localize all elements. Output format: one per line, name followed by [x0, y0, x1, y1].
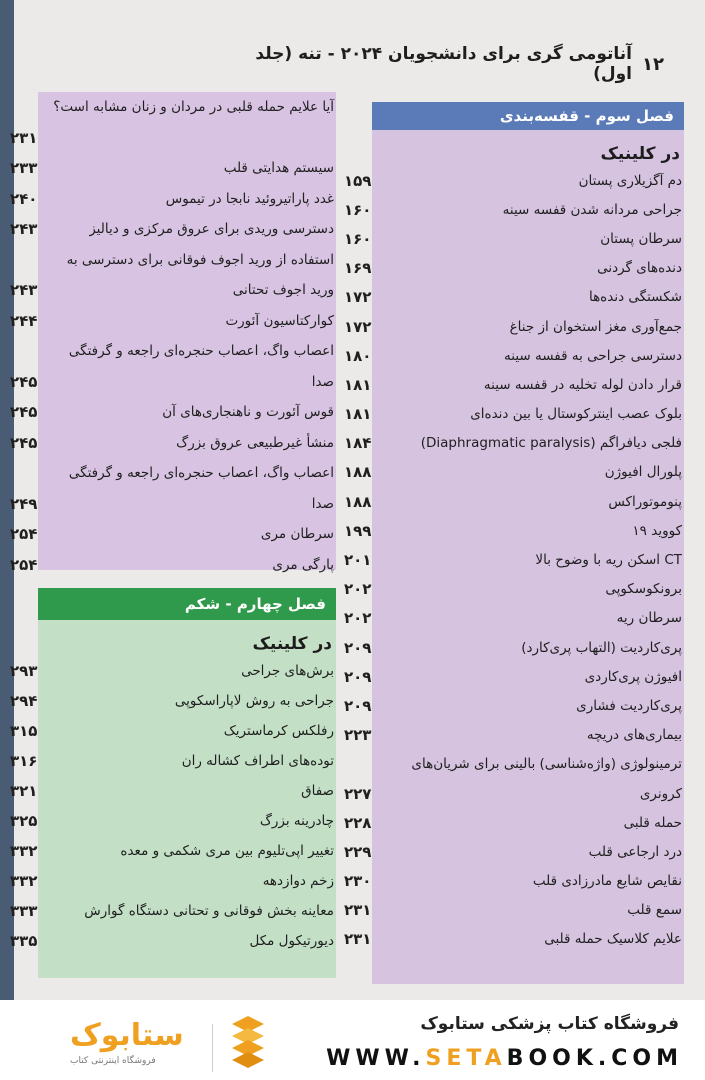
- toc-entry: [344, 925, 684, 954]
- entry-page-number: ۱۶۹: [344, 259, 372, 278]
- entry-page-number: ۱۸۸: [344, 492, 372, 511]
- entry-title: افیوژن پری‌کاردی: [584, 668, 682, 685]
- toc-entry: [344, 254, 684, 283]
- entry-title: توده‌های اطراف کشاله ران: [181, 753, 334, 769]
- entry-page-number: ۱۸۰: [344, 346, 372, 365]
- toc-entry: [10, 716, 336, 746]
- toc-entry: [344, 604, 684, 633]
- footer-banner: [0, 1000, 705, 1080]
- toc-entry: [10, 184, 336, 215]
- url-accent: SETA: [425, 1046, 507, 1071]
- toc-entry: [344, 487, 684, 516]
- toc-entry-continued: اعصاب واگ، اعصاب حنجره‌ای راجعه و گرفتگی: [68, 343, 334, 359]
- shop-logo[interactable]: [30, 1012, 270, 1072]
- entry-title: دم آگزیلاری پستان: [578, 172, 682, 189]
- toc-entry: [344, 224, 684, 253]
- book-stack-icon: [230, 1016, 266, 1068]
- toc-list: [10, 656, 336, 956]
- toc-entry: [10, 926, 336, 956]
- entry-page-number: ۱۸۱: [344, 375, 372, 394]
- entry-page-number: ۲۴۰: [10, 189, 38, 208]
- entry-title: CT اسکن ریه با وضوح بالا: [535, 552, 682, 569]
- page-number: ۱۲: [642, 53, 664, 75]
- entry-page-number: ۲۴۳: [10, 281, 38, 299]
- entry-page-number: ۱۷۲: [344, 317, 372, 336]
- toc-entry: [344, 896, 684, 925]
- entry-page-number: ۲۵۴: [10, 525, 38, 543]
- entry-page-number: ۱۹۹: [344, 521, 372, 540]
- entry-page-number: ۱۷۲: [344, 288, 372, 307]
- toc-box-chapter-4: [10, 588, 336, 978]
- toc-entry: [344, 283, 684, 312]
- entry-title: کووید ۱۹: [632, 522, 682, 539]
- entry-page-number: ۳۳۳: [10, 902, 38, 920]
- toc-entry: [344, 429, 684, 458]
- entry-title: بلوک عصب اینترکوستال یا بین دنده‌ای: [470, 406, 682, 423]
- toc-entry: [344, 458, 684, 487]
- entry-title: جمع‌آوری مغز استخوان از جناغ: [509, 318, 682, 335]
- entry-title: قرار دادن لوله تخلیه در قفسه سینه: [483, 376, 682, 393]
- entry-page-number: ۳۳۲: [10, 872, 38, 890]
- entry-page-number: ۲۲۷: [344, 784, 372, 803]
- entry-title: درد ارجاعی قلب: [588, 843, 682, 860]
- entry-page-number: ۳۲۱: [10, 782, 38, 800]
- toc-entry: [10, 489, 336, 520]
- entry-page-number: ۱۶۰: [344, 229, 372, 248]
- url-suffix: BOOK.COM: [506, 1046, 683, 1071]
- toc-entry-continued: آیا علایم حمله قلبی در مردان و زنان مشابه است؟: [53, 99, 334, 115]
- toc-entry: [10, 367, 336, 398]
- entry-title: رفلکس کرماستریک: [223, 723, 334, 739]
- entry-page-number: ۲۳۰: [344, 872, 372, 891]
- entry-page-number: ۲۰۲: [344, 580, 372, 599]
- entry-title: پارگی مری: [272, 556, 334, 573]
- toc-entry: [344, 867, 684, 896]
- toc-entry: [10, 153, 336, 184]
- toc-entry: [344, 662, 684, 691]
- entry-title: صفاق: [301, 783, 334, 799]
- entry-page-number: ۱۵۹: [344, 171, 372, 190]
- toc-entry: [344, 370, 684, 399]
- toc-entry: [10, 746, 336, 776]
- toc-entry: [344, 837, 684, 866]
- toc-entry-continued: ترمینولوژی (واژه‌شناسی) بالینی برای شریان‌های: [411, 755, 682, 772]
- entry-page-number: ۲۲۹: [344, 842, 372, 861]
- entry-title: بیماری‌های دریچه: [586, 727, 682, 744]
- entry-title: دنده‌های گردنی: [597, 260, 682, 277]
- entry-page-number: ۲۰۲: [344, 609, 372, 628]
- entry-page-number: ۲۴۵: [10, 403, 38, 421]
- entry-page-number: ۳۲۵: [10, 812, 38, 830]
- entry-title: دسترسی جراحی به قفسه سینه: [504, 347, 682, 364]
- toc-entry: [344, 195, 684, 224]
- section-heading: در کلینیک: [252, 634, 332, 654]
- entry-page-number: ۲۵۴: [10, 555, 38, 574]
- entry-title: کرونری: [639, 785, 682, 802]
- entry-title: علایم کلاسیک حمله قلبی: [544, 931, 682, 948]
- shop-url[interactable]: [326, 1046, 683, 1071]
- toc-entry: [10, 214, 336, 245]
- entry-page-number: ۲۰۹: [344, 638, 372, 657]
- entry-page-number: ۱۸۴: [344, 434, 372, 453]
- entry-page-number: ۲۴۳: [10, 220, 38, 238]
- entry-page-number: ۳۳۲: [10, 842, 38, 860]
- entry-title: صدا: [311, 373, 334, 390]
- toc-entry: [10, 866, 336, 896]
- toc-entry: [10, 428, 336, 459]
- entry-title: پلورال افیوژن: [604, 464, 682, 481]
- entry-title: فلجی دیافراگم (Diaphragmatic paralysis): [420, 435, 682, 452]
- toc-entry: [344, 633, 684, 662]
- chapter-3-heading: فصل سوم - قفسه‌بندی: [372, 102, 684, 130]
- toc-entry: [344, 400, 684, 429]
- toc-entry: [10, 275, 336, 306]
- entry-page-number: ۲۰۹: [344, 696, 372, 715]
- entry-title: برش‌های جراحی: [241, 663, 334, 679]
- toc-entry: [344, 575, 684, 604]
- entry-title: برونکوسکوپی: [605, 581, 682, 598]
- entry-page-number: ۲۳۱: [10, 128, 38, 147]
- entry-page-number: ۱۶۰: [344, 200, 372, 219]
- entry-page-number: ۲۰۹: [344, 667, 372, 686]
- entry-title: ورید اجوف تحتانی: [232, 282, 334, 298]
- entry-page-number: ۲۴۴: [10, 311, 38, 330]
- toc-entry: [344, 516, 684, 545]
- entry-page-number: ۱۸۱: [344, 405, 372, 424]
- entry-title: سرطان مری: [260, 526, 334, 542]
- toc-list: [344, 166, 684, 954]
- running-head: [244, 46, 664, 82]
- shop-name: فروشگاه کتاب پزشکی ستابوک: [420, 1014, 679, 1034]
- entry-page-number: ۲۴۹: [10, 494, 38, 513]
- toc-entry: [10, 123, 336, 154]
- entry-title: سیستم هدایتی قلب: [223, 160, 334, 176]
- entry-page-number: ۳۳۵: [10, 932, 38, 950]
- entry-page-number: ۲۳۳: [10, 159, 38, 177]
- entry-title: دیورتیکول مکل: [249, 933, 334, 949]
- entry-title: دسترسی وریدی برای عروق مرکزی و دیالیز: [89, 221, 334, 237]
- entry-page-number: ۲۲۸: [344, 813, 372, 832]
- toc-entry: [10, 656, 336, 686]
- toc-entry: [10, 806, 336, 836]
- entry-title: جراحی به روش لاپاراسکوپی: [174, 693, 334, 709]
- toc-entry: [10, 776, 336, 806]
- entry-title: سمع قلب: [627, 902, 682, 919]
- toc-entry: [10, 306, 336, 337]
- toc-entry: [344, 808, 684, 837]
- entry-page-number: ۲۰۱: [344, 551, 372, 570]
- toc-entry: [344, 166, 684, 195]
- toc-entry: [344, 341, 684, 370]
- entry-title: شکستگی دنده‌ها: [588, 289, 682, 306]
- toc-entry: [344, 779, 684, 808]
- toc-entry: [344, 545, 684, 574]
- toc-entry: [10, 519, 336, 550]
- toc-box-continued: [10, 92, 336, 574]
- logo-subtitle: فروشگاه اینترنتی کتاب: [70, 1056, 156, 1066]
- entry-page-number: ۲۴۵: [10, 433, 38, 452]
- toc-box-chapter-3: [344, 102, 684, 984]
- toc-entry: [10, 686, 336, 716]
- toc-entry: [10, 836, 336, 866]
- entry-title: کوارکتاسیون آئورت: [225, 312, 334, 329]
- entry-title: صدا: [311, 495, 334, 512]
- url-prefix: WWW.: [326, 1046, 426, 1071]
- entry-title: زخم دوازدهه: [262, 873, 334, 889]
- entry-page-number: ۲۳۱: [344, 901, 372, 920]
- entry-page-number: ۲۲۳: [344, 726, 372, 745]
- entry-page-number: ۳۱۶: [10, 752, 38, 770]
- book-title: آناتومی گری برای دانشجویان ۲۰۲۴ - تنه (جلد اول): [255, 44, 633, 84]
- entry-page-number: ۲۴۵: [10, 372, 38, 391]
- entry-title: سرطان پستان: [600, 230, 682, 247]
- toc-entry: [344, 721, 684, 750]
- entry-title: پری‌کاردیت (التهاب پری‌کارد): [521, 639, 682, 656]
- entry-title: جراحی مردانه شدن قفسه سینه: [502, 201, 682, 218]
- section-heading: در کلینیک: [600, 144, 680, 164]
- entry-title: غدد پاراتیروئید نابجا در تیموس: [165, 190, 334, 207]
- entry-page-number: ۲۹۳: [10, 662, 38, 680]
- entry-title: پری‌کاردیت فشاری: [576, 697, 682, 714]
- entry-title: پنوموتوراکس: [608, 493, 682, 510]
- logo-wordmark: ستابوک: [70, 1018, 184, 1053]
- toc-entry-continued: اعصاب واگ، اعصاب حنجره‌ای راجعه و گرفتگی: [68, 465, 334, 481]
- toc-entry: [10, 397, 336, 428]
- entry-page-number: ۱۸۸: [344, 463, 372, 482]
- toc-entry: [344, 691, 684, 720]
- logo-divider: [212, 1024, 213, 1072]
- toc-entry: [344, 312, 684, 341]
- entry-title: قوس آئورت و ناهنجاری‌های آن: [162, 404, 334, 420]
- chapter-4-heading: فصل چهارم - شکم: [38, 588, 336, 620]
- entry-title: تغییر اپی‌تلیوم بین مری شکمی و معده: [120, 843, 334, 859]
- entry-title: معاینه بخش فوقانی و تحتانی دستگاه گوارش: [84, 903, 334, 919]
- toc-entry: [10, 896, 336, 926]
- toc-entry-continued: استفاده از ورید اجوف فوقانی برای دسترسی به: [66, 251, 334, 268]
- entry-title: منشأ غیرطبیعی عروق بزرگ: [176, 434, 334, 451]
- entry-title: نقایص شایع مادرزادی قلب: [532, 873, 682, 890]
- entry-title: چادرینه بزرگ: [259, 813, 334, 829]
- entry-title: سرطان ریه: [616, 610, 682, 627]
- entry-page-number: ۳۱۵: [10, 722, 38, 740]
- toc-entry: [10, 550, 336, 581]
- entry-title: حمله قلبی: [623, 814, 682, 831]
- entry-page-number: ۲۳۱: [344, 930, 372, 949]
- entry-page-number: ۲۹۴: [10, 692, 38, 710]
